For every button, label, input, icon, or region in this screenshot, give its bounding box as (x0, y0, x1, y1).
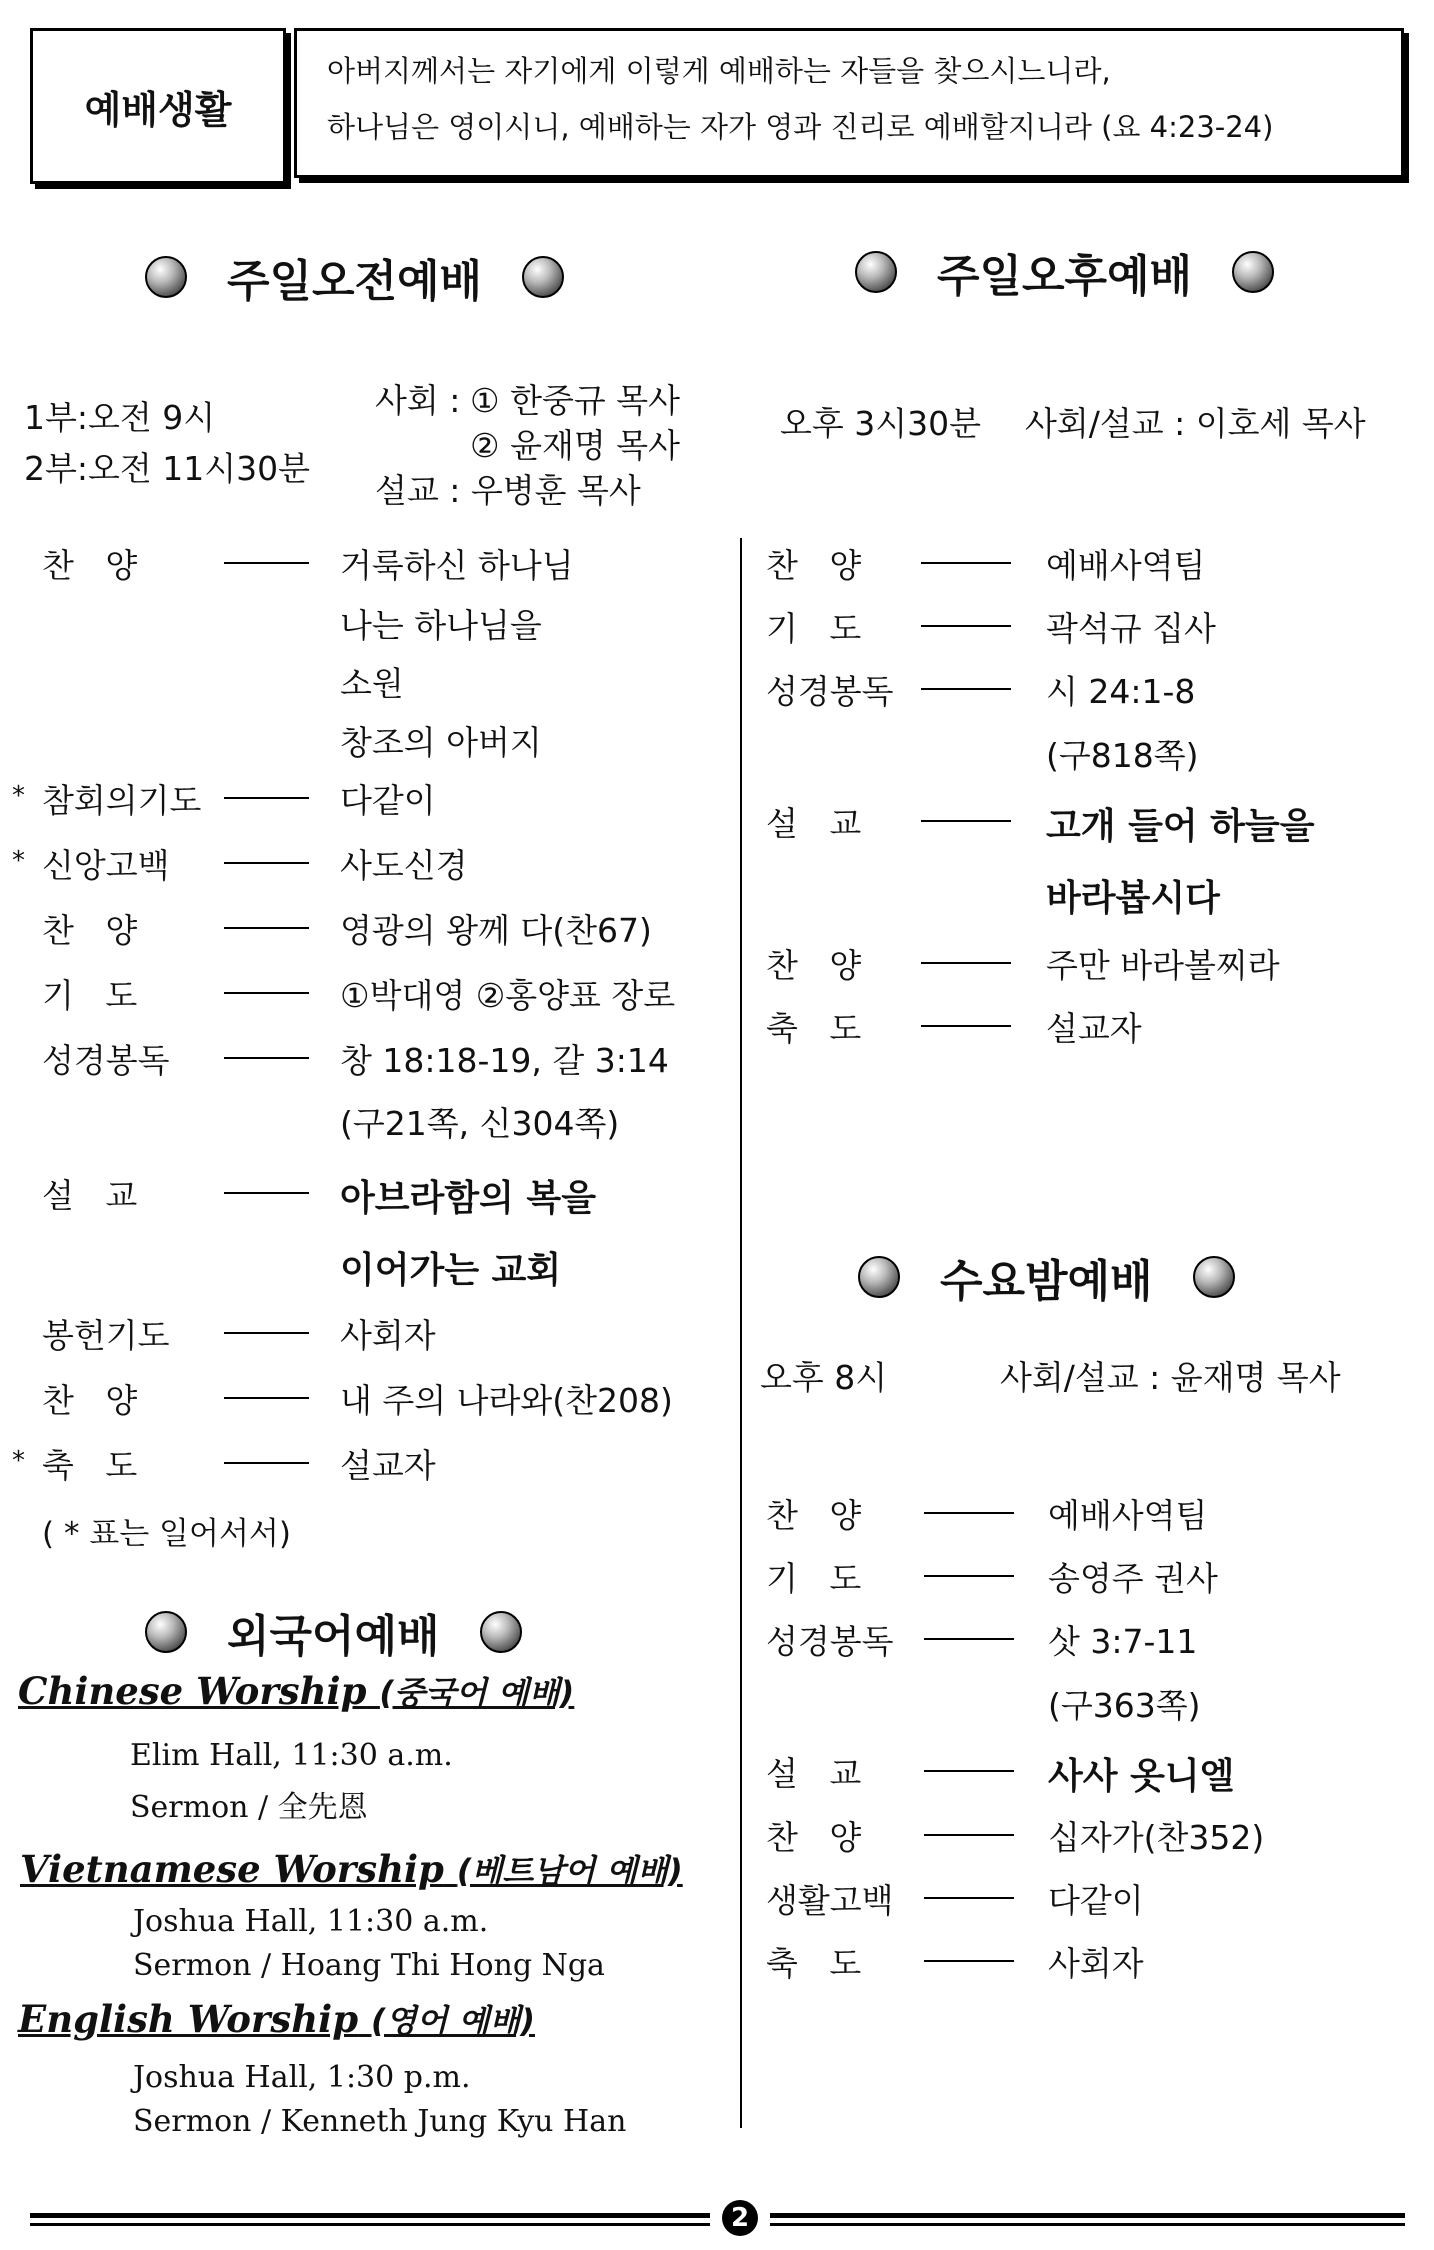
order-value: 아브라함의 복을 (340, 1178, 596, 1219)
order-label: 찬 양 (42, 546, 138, 585)
bullet-ball-icon (145, 1611, 187, 1653)
order-row (42, 970, 722, 1014)
order-value: 주만 바라볼찌라 (1046, 946, 1280, 985)
english-worship-title-en: English Worship (18, 1997, 359, 2041)
morning-title-text: 주일오전예배 (227, 256, 483, 307)
order-label: 찬 양 (766, 546, 862, 585)
vietnamese-worship-title (20, 1846, 683, 1892)
order-label: 신앙고백 (42, 846, 170, 885)
order-value: 삿 3:7-11 (1048, 1622, 1198, 1661)
dash-line (921, 962, 1011, 964)
order-value: 다같이 (1048, 1881, 1144, 1920)
wednesday-title-text: 수요밤예배 (940, 1256, 1153, 1307)
order-value: 나는 하나님을 (340, 606, 542, 645)
order-row (12, 840, 722, 885)
morning-leader-label: 사회 : (375, 381, 461, 420)
order-label: 기 도 (42, 976, 138, 1015)
dash-line (224, 1332, 309, 1334)
morning-time-2: 2부:오전 11시30분 (24, 449, 310, 488)
chinese-worship-title (18, 1668, 574, 1714)
morning-preacher: 설교 : 우병훈 목사 (375, 471, 641, 510)
order-row (766, 540, 1386, 584)
dash-line (921, 688, 1011, 690)
order-row (766, 1812, 1386, 1856)
order-row (766, 1553, 1386, 1597)
order-row (42, 1170, 722, 1219)
verse-line-1: 아버지께서는 자기에게 이렇게 예배하는 자들을 찾으시느니라, (327, 54, 1111, 88)
dash-line (924, 1834, 1014, 1836)
dash-line (924, 1897, 1014, 1899)
order-value: 바라봅시다 (1046, 878, 1220, 919)
order-row (42, 717, 722, 761)
order-row (766, 1680, 1386, 1724)
standing-mark: * (12, 846, 25, 876)
order-label: 찬 양 (42, 1381, 138, 1420)
afternoon-title (855, 240, 1274, 304)
order-row (12, 1440, 722, 1485)
section-label (30, 28, 286, 184)
order-label: 참회의기도 (42, 781, 202, 820)
dash-line (224, 1462, 309, 1464)
order-row (42, 1035, 722, 1079)
order-label: 축 도 (766, 1009, 862, 1048)
order-row (766, 1748, 1386, 1797)
english-worship-title (18, 1996, 535, 2042)
dash-line (921, 562, 1011, 564)
order-value: 사회자 (340, 1316, 436, 1355)
order-label: 설 교 (766, 804, 862, 843)
wednesday-time: 오후 8시 (760, 1358, 888, 1397)
dash-line (924, 1960, 1014, 1962)
order-label: 축 도 (42, 1446, 138, 1485)
order-row (42, 905, 722, 949)
morning-leader-2: ② 윤재명 목사 (470, 426, 680, 465)
dash-line (921, 1025, 1011, 1027)
dash-line (224, 1192, 309, 1194)
dash-line (924, 1575, 1014, 1577)
order-row (766, 730, 1386, 774)
dash-line (921, 625, 1011, 627)
english-worship-sermon: Sermon / Kenneth Jung Kyu Han (133, 2104, 627, 2139)
vietnamese-worship-title-en: Vietnamese Worship (20, 1847, 444, 1891)
order-label: 기 도 (766, 1559, 862, 1598)
order-label: 찬 양 (766, 946, 862, 985)
dash-line (224, 797, 309, 799)
order-row (12, 775, 722, 820)
footer-rule-left-thin (30, 2223, 710, 2226)
order-value: 창조의 아버지 (340, 723, 542, 762)
afternoon-title-text: 주일오후예배 (937, 251, 1193, 302)
wednesday-title (858, 1245, 1235, 1309)
chinese-worship-place: Elim Hall, 11:30 a.m. (130, 1738, 453, 1773)
order-row (766, 1490, 1386, 1534)
dash-line (224, 992, 309, 994)
bullet-ball-icon (145, 256, 187, 298)
order-value: 소원 (340, 664, 404, 703)
order-value: 거룩하신 하나님 (340, 546, 574, 585)
order-row (42, 540, 722, 584)
order-row (766, 1938, 1386, 1982)
order-label: 찬 양 (766, 1818, 862, 1857)
order-label: 성경봉독 (42, 1041, 170, 1080)
order-label: 생활고백 (766, 1881, 894, 1920)
order-label: 설 교 (766, 1754, 862, 1793)
order-row (766, 1003, 1386, 1047)
order-label: 설 교 (42, 1176, 138, 1215)
verse-line-2: 하나님은 영이시니, 예배하는 자가 영과 진리로 예배할지니라 (요 4:23-24) (327, 110, 1274, 144)
dash-line (921, 820, 1011, 822)
order-label: 축 도 (766, 1944, 862, 1983)
bullet-ball-icon (1193, 1256, 1235, 1298)
order-value: 예배사역팀 (1048, 1496, 1208, 1535)
order-row (42, 1310, 722, 1354)
standing-mark: * (12, 781, 25, 811)
order-row (766, 1875, 1386, 1919)
order-row (766, 603, 1386, 647)
order-value: 설교자 (1046, 1009, 1142, 1048)
order-value: 고개 들어 하늘을 (1046, 806, 1315, 847)
chinese-worship-title-ko: (중국어 예배) (379, 1674, 575, 1712)
order-value: 예배사역팀 (1046, 546, 1206, 585)
order-value: 사사 옷니엘 (1048, 1756, 1235, 1797)
order-value: 이어가는 교회 (340, 1250, 562, 1291)
order-label: 성경봉독 (766, 672, 894, 711)
dash-line (224, 862, 309, 864)
order-value: 영광의 왕께 다(찬67) (340, 911, 652, 950)
order-value: 십자가(찬352) (1048, 1818, 1265, 1857)
vietnamese-worship-title-ko: (베트남어 예배) (456, 1852, 683, 1890)
dash-line (924, 1638, 1014, 1640)
morning-title (145, 245, 564, 309)
bullet-ball-icon (522, 256, 564, 298)
chinese-worship-title-en: Chinese Worship (18, 1669, 367, 1713)
dash-line (924, 1512, 1014, 1514)
english-worship-title-ko: (영어 예배) (370, 2002, 536, 2040)
order-label: 기 도 (766, 609, 862, 648)
order-value: 설교자 (340, 1446, 436, 1485)
standing-mark: * (12, 1446, 25, 1476)
page-number: 2 (722, 2200, 758, 2236)
english-worship-place: Joshua Hall, 1:30 p.m. (133, 2060, 471, 2095)
foreign-title (145, 1600, 522, 1664)
dash-line (224, 562, 309, 564)
order-value: (구818쪽) (1046, 736, 1199, 775)
morning-time-1: 1부:오전 9시 (24, 398, 216, 437)
afternoon-leader: 사회/설교 : 이호세 목사 (1025, 404, 1366, 443)
order-label: 찬 양 (766, 1496, 862, 1535)
footer-rule-left (30, 2213, 710, 2218)
order-row (42, 600, 722, 644)
bullet-ball-icon (858, 1256, 900, 1298)
morning-leader-1: ① 한중규 목사 (470, 381, 680, 420)
order-row (42, 1098, 722, 1142)
order-row (766, 1616, 1386, 1660)
order-value: 송영주 권사 (1048, 1559, 1218, 1598)
order-row (766, 940, 1386, 984)
foreign-title-text: 외국어예배 (227, 1611, 440, 1662)
dash-line (224, 1057, 309, 1059)
order-value: 곽석규 집사 (1046, 609, 1216, 648)
footer-rule-right (770, 2213, 1405, 2218)
order-row (766, 870, 1386, 919)
wednesday-leader: 사회/설교 : 윤재명 목사 (1000, 1358, 1341, 1397)
order-value: (구21쪽, 신304쪽) (340, 1104, 620, 1143)
verse-box (294, 28, 1404, 178)
order-label: 봉헌기도 (42, 1316, 170, 1355)
afternoon-time: 오후 3시30분 (780, 404, 981, 443)
order-value: 다같이 (340, 781, 436, 820)
order-value: ①박대영 ②홍양표 장로 (340, 976, 676, 1015)
order-row (42, 1242, 722, 1291)
order-value: 시 24:1-8 (1046, 672, 1196, 711)
chinese-worship-sermon: Sermon / 全先恩 (130, 1790, 368, 1825)
bullet-ball-icon (855, 251, 897, 293)
order-row (766, 798, 1386, 847)
order-value: (구363쪽) (1048, 1686, 1201, 1725)
column-divider (740, 538, 742, 2128)
order-label: 찬 양 (42, 911, 138, 950)
order-row (42, 658, 722, 702)
dash-line (224, 927, 309, 929)
dash-line (924, 1770, 1014, 1772)
order-row (766, 666, 1386, 710)
morning-note: ( * 표는 일어서서) (42, 1516, 291, 1552)
vietnamese-worship-sermon: Sermon / Hoang Thi Hong Nga (133, 1948, 605, 1983)
order-value: 사도신경 (340, 846, 468, 885)
bullet-ball-icon (1232, 251, 1274, 293)
bullet-ball-icon (480, 1611, 522, 1653)
footer-rule-right-thin (770, 2223, 1405, 2226)
vietnamese-worship-place: Joshua Hall, 11:30 a.m. (133, 1904, 489, 1939)
section-label-text: 예배생활 (84, 87, 232, 132)
order-value: 사회자 (1048, 1944, 1144, 1983)
dash-line (224, 1397, 309, 1399)
order-label: 성경봉독 (766, 1622, 894, 1661)
order-row (42, 1375, 722, 1419)
order-value: 창 18:18-19, 갈 3:14 (340, 1041, 669, 1080)
order-value: 내 주의 나라와(찬208) (340, 1381, 673, 1420)
